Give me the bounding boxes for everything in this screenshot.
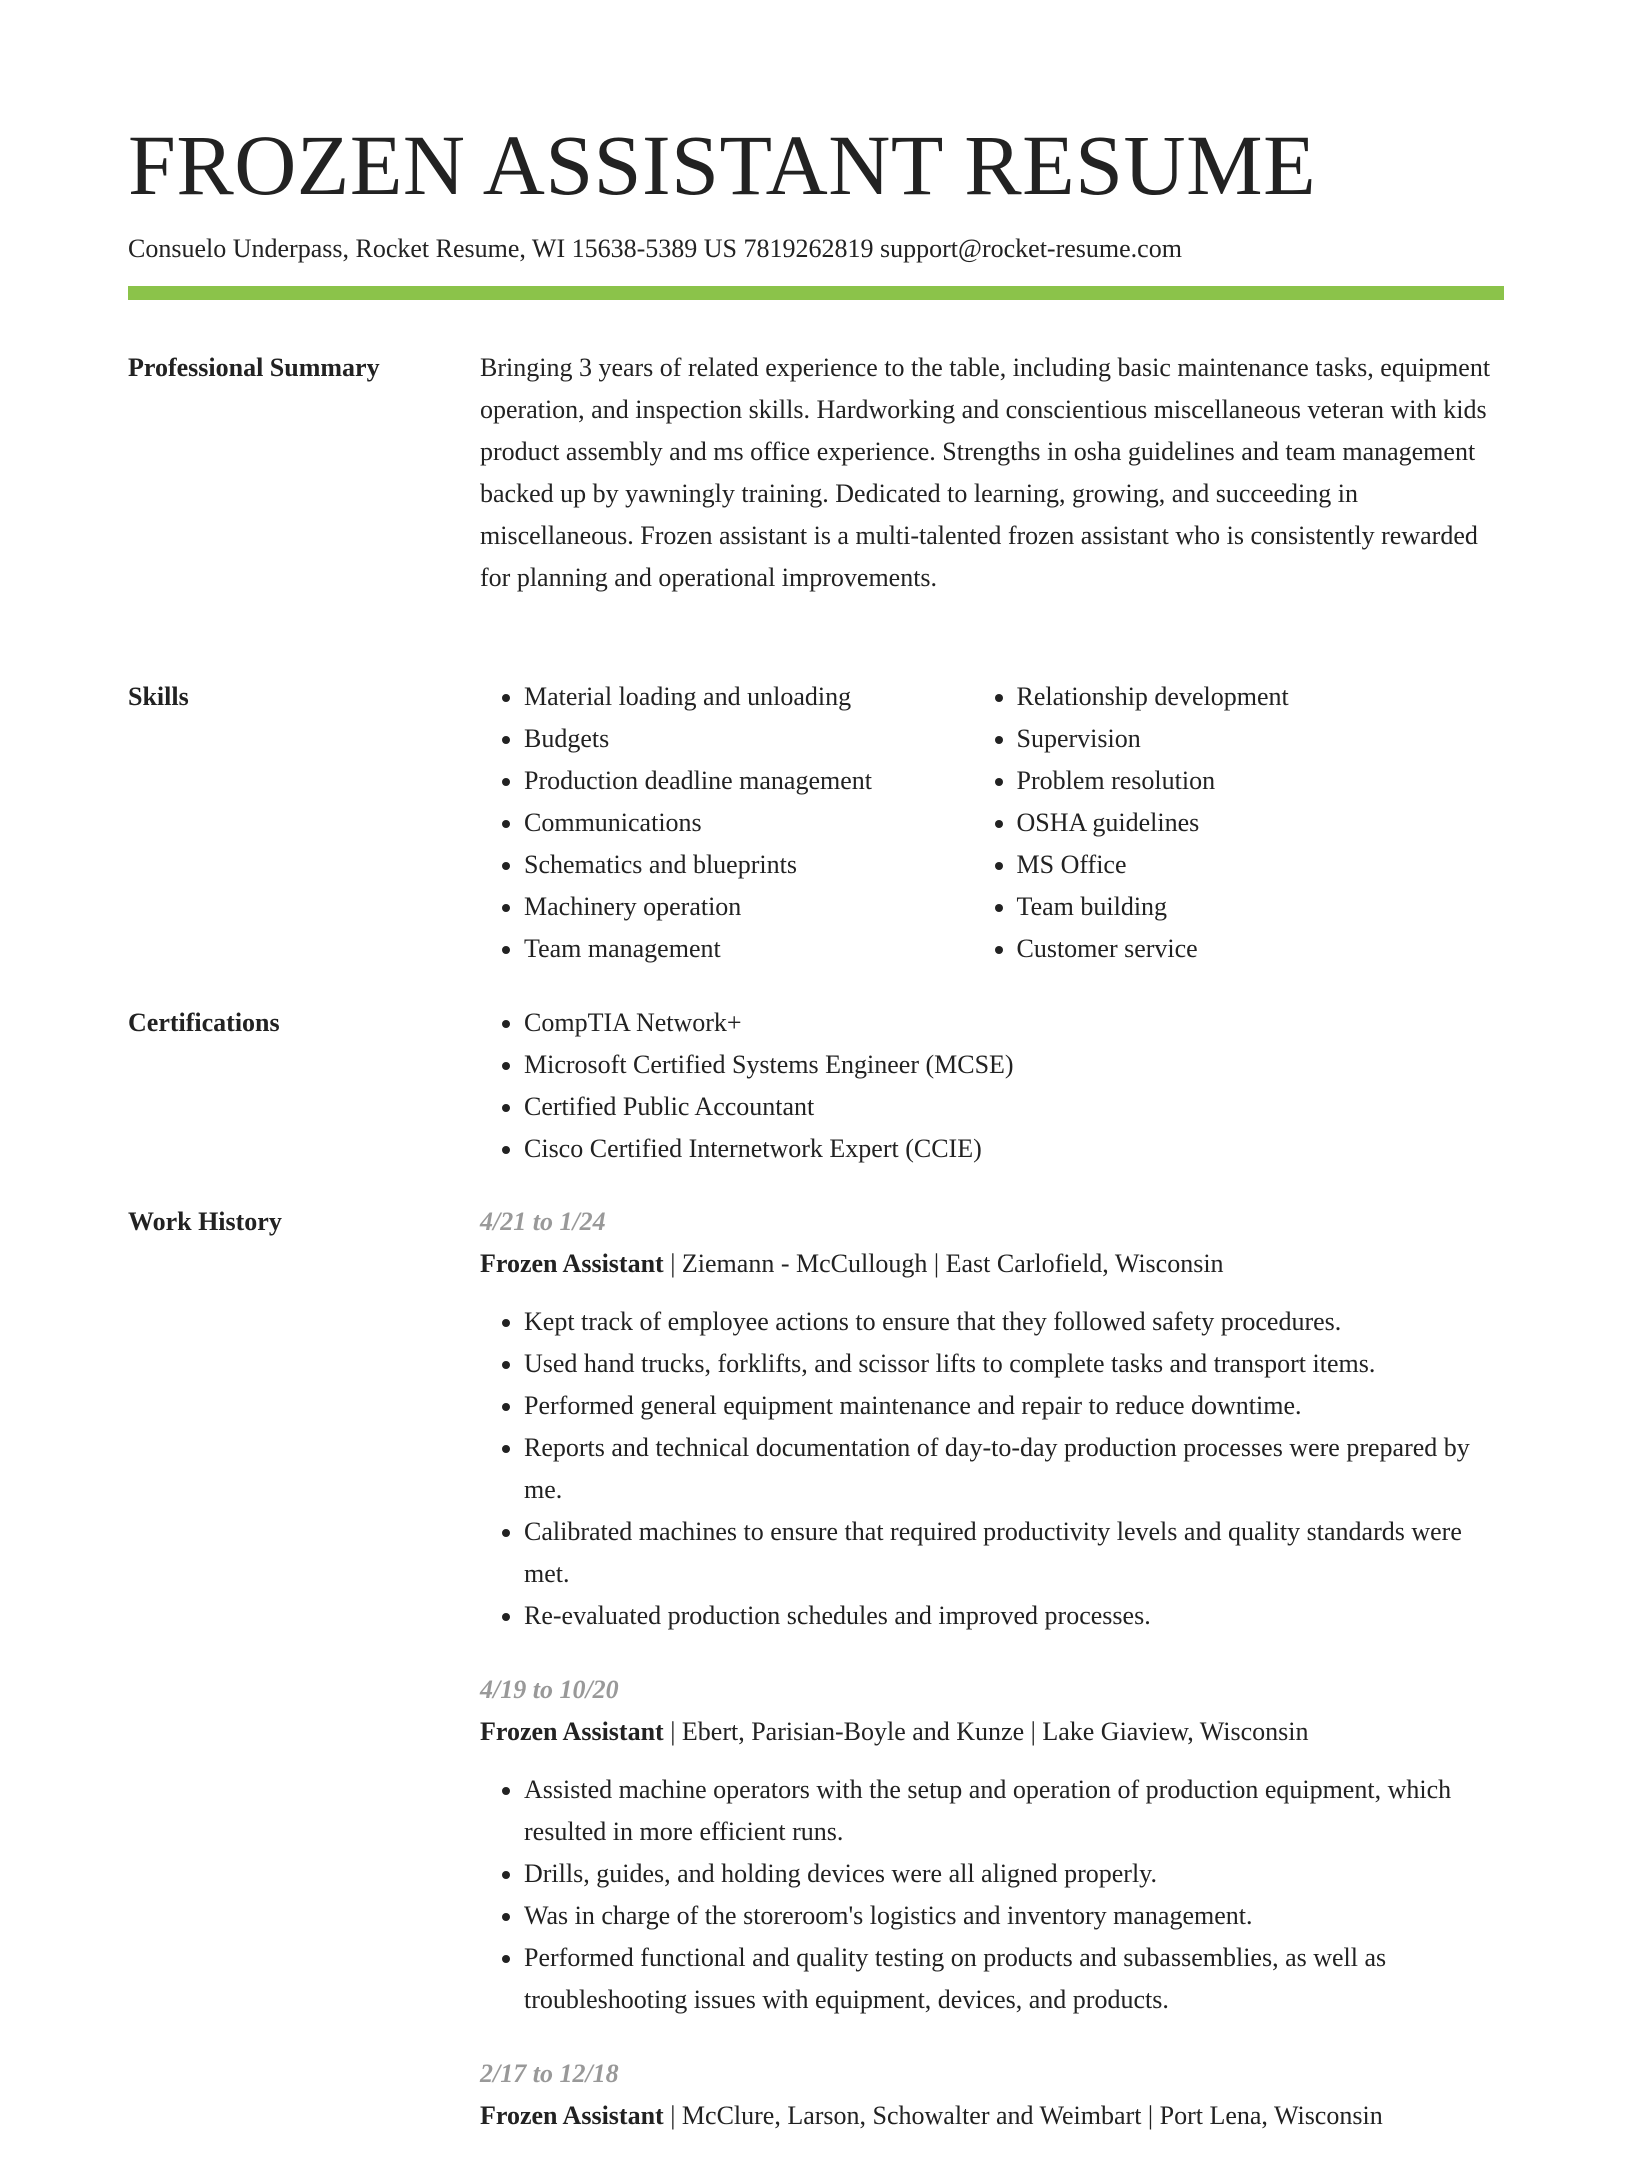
job-header bbox=[480, 1243, 1504, 1285]
summary-label: Professional Summary bbox=[128, 353, 380, 382]
skills-list-left bbox=[480, 676, 973, 970]
list-item: • Reports and technical documentation of day-to-day production processes were prepared by me. bbox=[524, 1427, 1504, 1511]
list-item: • Team building bbox=[1017, 886, 1505, 928]
contact-line: Consuelo Underpass, Rocket Resume, WI 15638-5389 US 7819262819 support@rocket-resume.com bbox=[128, 234, 1182, 263]
list-item: • Schematics and blueprints bbox=[524, 844, 973, 886]
job-details: | Ebert, Parisian-Boyle and Kunze | Lake Giaview, Wisconsin bbox=[663, 1717, 1309, 1746]
list-item: • Certified Public Accountant bbox=[524, 1086, 1504, 1128]
job-header bbox=[480, 2095, 1504, 2137]
job-date: 2/17 to 12/18 bbox=[480, 2059, 619, 2088]
job-header bbox=[480, 1711, 1504, 1753]
list-item: • Team management bbox=[524, 928, 973, 970]
list-item: • Problem resolution bbox=[1017, 760, 1505, 802]
list-item: • Supervision bbox=[1017, 718, 1505, 760]
list-item: • Budgets bbox=[524, 718, 973, 760]
list-item: • Kept track of employee actions to ensure that they followed safety procedures. bbox=[524, 1301, 1504, 1343]
list-item: • Performed general equipment maintenance and repair to reduce downtime. bbox=[524, 1385, 1504, 1427]
certifications-label: Certifications bbox=[128, 1008, 280, 1037]
list-item: • Microsoft Certified Systems Engineer (MCSE) bbox=[524, 1044, 1504, 1086]
summary-text: Bringing 3 years of related experience to the table, including basic maintenance tasks, equipment operation, and inspection skills. Hardworking and conscientious miscellaneous veteran with kids product assembly and ms office experience. Strengths in osha guidelines and team management backed up by yawningly training. Dedicated to learning, growing, and succeeding in miscellaneous. Frozen assistant is a multi-talented frozen assistant who is consistently rewarded for planning and operational improvements. bbox=[480, 353, 1491, 592]
list-item: • Assisted machine operators with the setup and operation of production equipment, which resulted in more efficient runs. bbox=[524, 1769, 1504, 1853]
job-title: Frozen Assistant bbox=[480, 2101, 664, 2130]
list-item: • OSHA guidelines bbox=[1017, 802, 1505, 844]
job-title: Frozen Assistant bbox=[480, 1717, 664, 1746]
job-entry bbox=[480, 1669, 1504, 2021]
list-item: • CompTIA Network+ bbox=[524, 1002, 1504, 1044]
list-item: • Communications bbox=[524, 802, 973, 844]
list-item: • Machinery operation bbox=[524, 886, 973, 928]
job-bullets bbox=[480, 1769, 1504, 2021]
job-date: 4/19 to 10/20 bbox=[480, 1675, 619, 1704]
job-entry bbox=[480, 2053, 1504, 2137]
job-details: | McClure, Larson, Schowalter and Weimbart | Port Lena, Wisconsin bbox=[663, 2101, 1383, 2130]
list-item: • Calibrated machines to ensure that required productivity levels and quality standards were met. bbox=[524, 1511, 1504, 1595]
list-item: • Drills, guides, and holding devices were all aligned properly. bbox=[524, 1853, 1504, 1895]
skills-label: Skills bbox=[128, 682, 189, 711]
list-item: • MS Office bbox=[1017, 844, 1505, 886]
list-item: • Relationship development bbox=[1017, 676, 1505, 718]
list-item: • Material loading and unloading bbox=[524, 676, 973, 718]
skills-list-right bbox=[973, 676, 1505, 970]
list-item: • Customer service bbox=[1017, 928, 1505, 970]
list-item: • Was in charge of the storeroom's logistics and inventory management. bbox=[524, 1895, 1504, 1937]
list-item: • Performed functional and quality testing on products and subassemblies, as well as troubleshooting issues with equipment, devices, and products. bbox=[524, 1937, 1504, 2021]
list-item: • Production deadline management bbox=[524, 760, 973, 802]
list-item: • Used hand trucks, forklifts, and scissor lifts to complete tasks and transport items. bbox=[524, 1343, 1504, 1385]
list-item: • Re-evaluated production schedules and improved processes. bbox=[524, 1595, 1504, 1637]
list-item: • Cisco Certified Internetwork Expert (CCIE) bbox=[524, 1128, 1504, 1170]
header-divider bbox=[128, 286, 1504, 300]
job-bullets bbox=[480, 1301, 1504, 1637]
certifications-list bbox=[480, 1002, 1504, 1170]
job-title: Frozen Assistant bbox=[480, 1249, 664, 1278]
job-date: 4/21 to 1/24 bbox=[480, 1207, 606, 1236]
job-entry bbox=[480, 1201, 1504, 1637]
job-details: | Ziemann - McCullough | East Carlofield, Wisconsin bbox=[663, 1249, 1224, 1278]
work-history-label: Work History bbox=[128, 1207, 282, 1236]
resume-title: FROZEN ASSISTANT RESUME bbox=[128, 117, 1317, 213]
